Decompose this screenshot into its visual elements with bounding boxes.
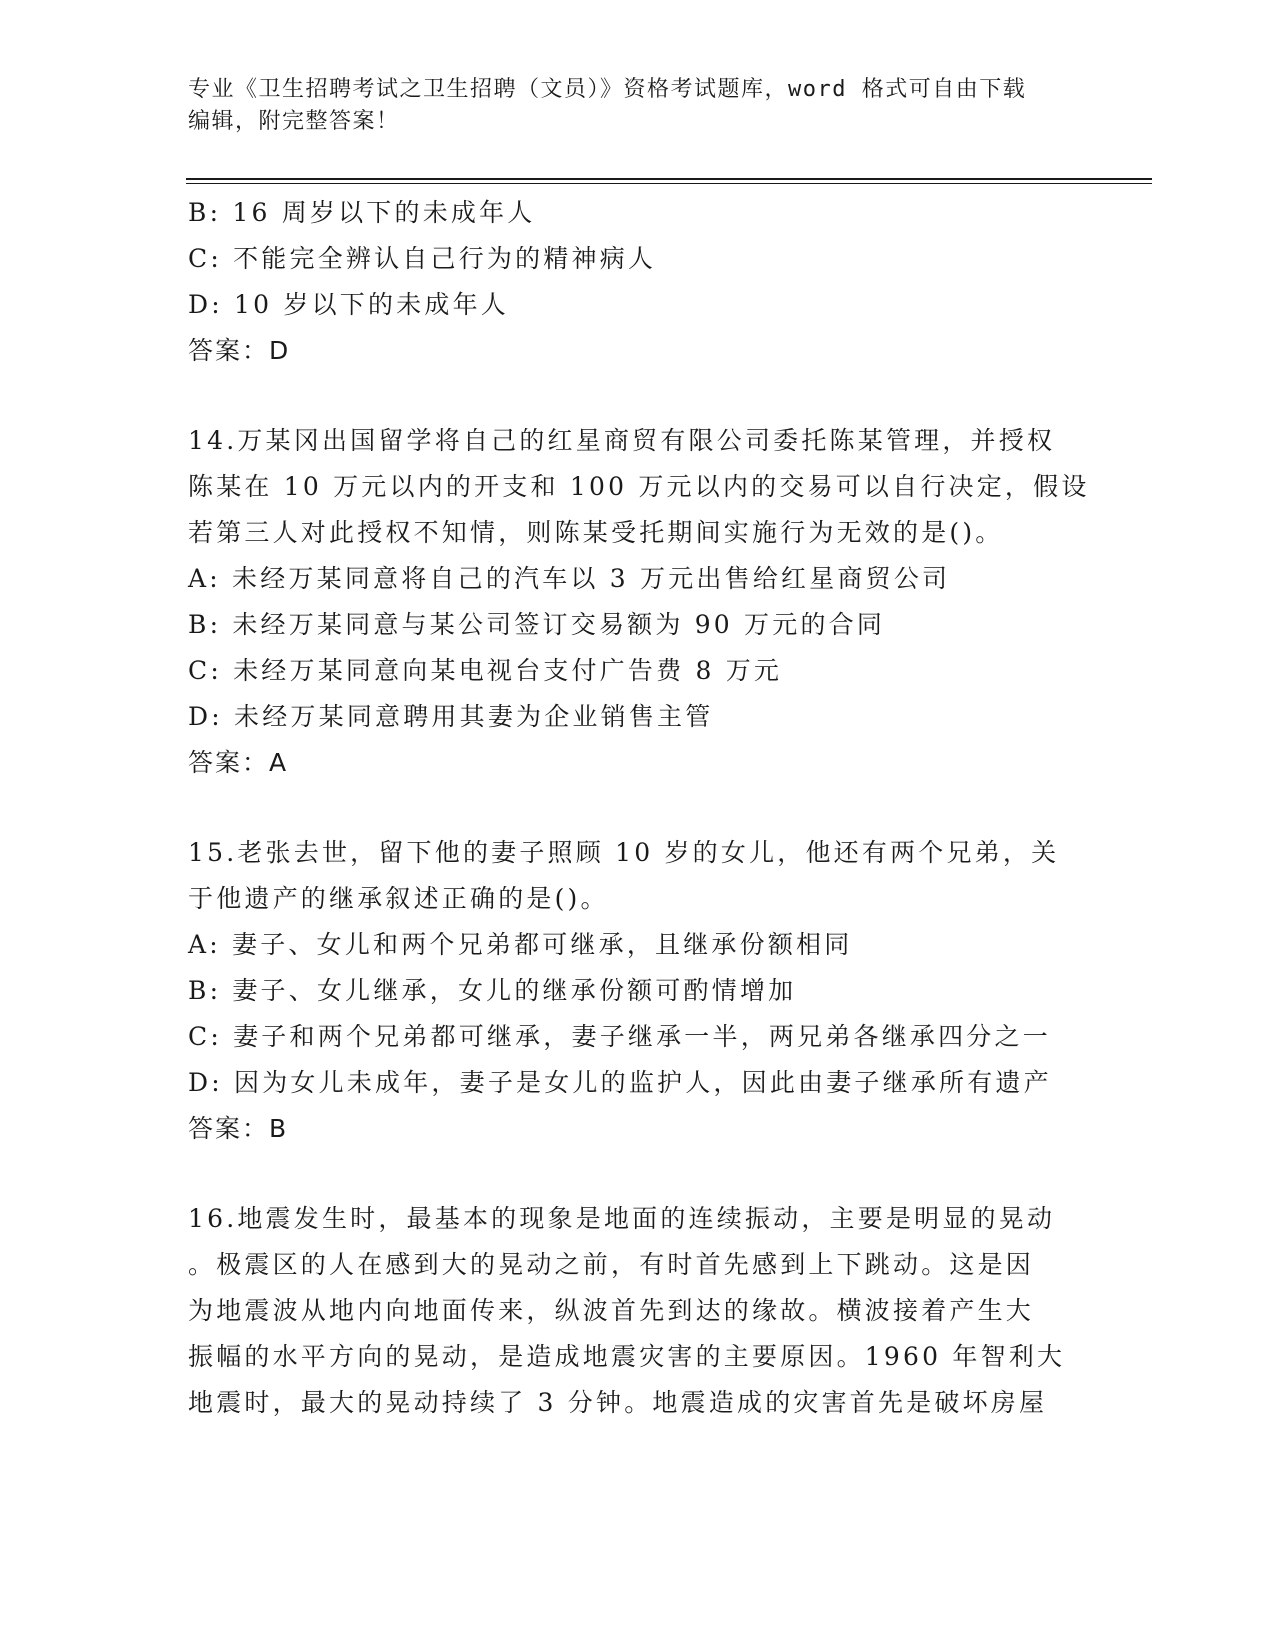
question-stem-line: 为地震波从地内向地面传来，纵波首先到达的缘故。横波接着产生大 [188,1296,1035,1325]
option-b: B: 妻子、女儿继承，女儿的继承份额可酌情增加 [188,976,797,1005]
option-c: C: 妻子和两个兄弟都可继承，妻子继承一半，两兄弟各继承四分之一 [188,1022,1051,1051]
question-13-continued [188,190,1088,374]
question-stem-line: 振幅的水平方向的晃动，是造成地震灾害的主要原因。1960 年智利大 [188,1342,1066,1371]
question-stem-line: 于他遗产的继承叙述正确的是()。 [188,884,609,913]
document-header [188,74,1068,138]
header-line-2: 编辑，附完整答案！ [188,109,400,134]
question-16 [188,1196,1088,1426]
question-stem-line: 15.老张去世，留下他的妻子照顾 10 岁的女儿，他还有两个兄弟，关 [188,838,1060,867]
option-c: C: 未经万某同意向某电视台支付广告费 8 万元 [188,656,783,685]
question-stem-line: 16.地震发生时，最基本的现象是地面的连续振动，主要是明显的晃动 [188,1204,1056,1233]
answer-line: 答案：D [188,336,291,365]
option-a: A: 妻子、女儿和两个兄弟都可继承，且继承份额相同 [188,930,853,959]
option-b: B: 16 周岁以下的未成年人 [188,198,536,227]
question-stem-line: 陈某在 10 万元以内的开支和 100 万元以内的交易可以自行决定，假设 [188,472,1090,501]
question-content [188,190,1088,1426]
question-stem-line: 若第三人对此授权不知情，则陈某受托期间实施行为无效的是()。 [188,518,1004,547]
option-d: D: 10 岁以下的未成年人 [188,290,509,319]
question-stem-line: 地震时，最大的晃动持续了 3 分钟。地震造成的灾害首先是破坏房屋 [188,1388,1048,1417]
question-stem-line: 。极震区的人在感到大的晃动之前，有时首先感到上下跳动。这是因 [188,1250,1035,1279]
header-divider-thick [186,178,1152,180]
option-d: D: 因为女儿未成年，妻子是女儿的监护人，因此由妻子继承所有遗产 [188,1068,1052,1097]
option-d: D: 未经万某同意聘用其妻为企业销售主管 [188,702,714,731]
option-b: B: 未经万某同意与某公司签订交易额为 90 万元的合同 [188,610,886,639]
question-stem-line: 14.万某冈出国留学将自己的红星商贸有限公司委托陈某管理，并授权 [188,426,1056,455]
option-a: A: 未经万某同意将自己的汽车以 3 万元出售给红星商贸公司 [188,564,951,593]
option-c: C: 不能完全辨认自己行为的精神病人 [188,244,657,273]
header-line-1: 专业《卫生招聘考试之卫生招聘（文员）》资格考试题库，word 格式可自由下载 [188,77,1027,102]
question-14 [188,418,1088,786]
answer-line: 答案：A [188,748,289,777]
question-15 [188,830,1088,1152]
header-divider-thin [186,183,1152,184]
answer-line: 答案：B [188,1114,289,1143]
